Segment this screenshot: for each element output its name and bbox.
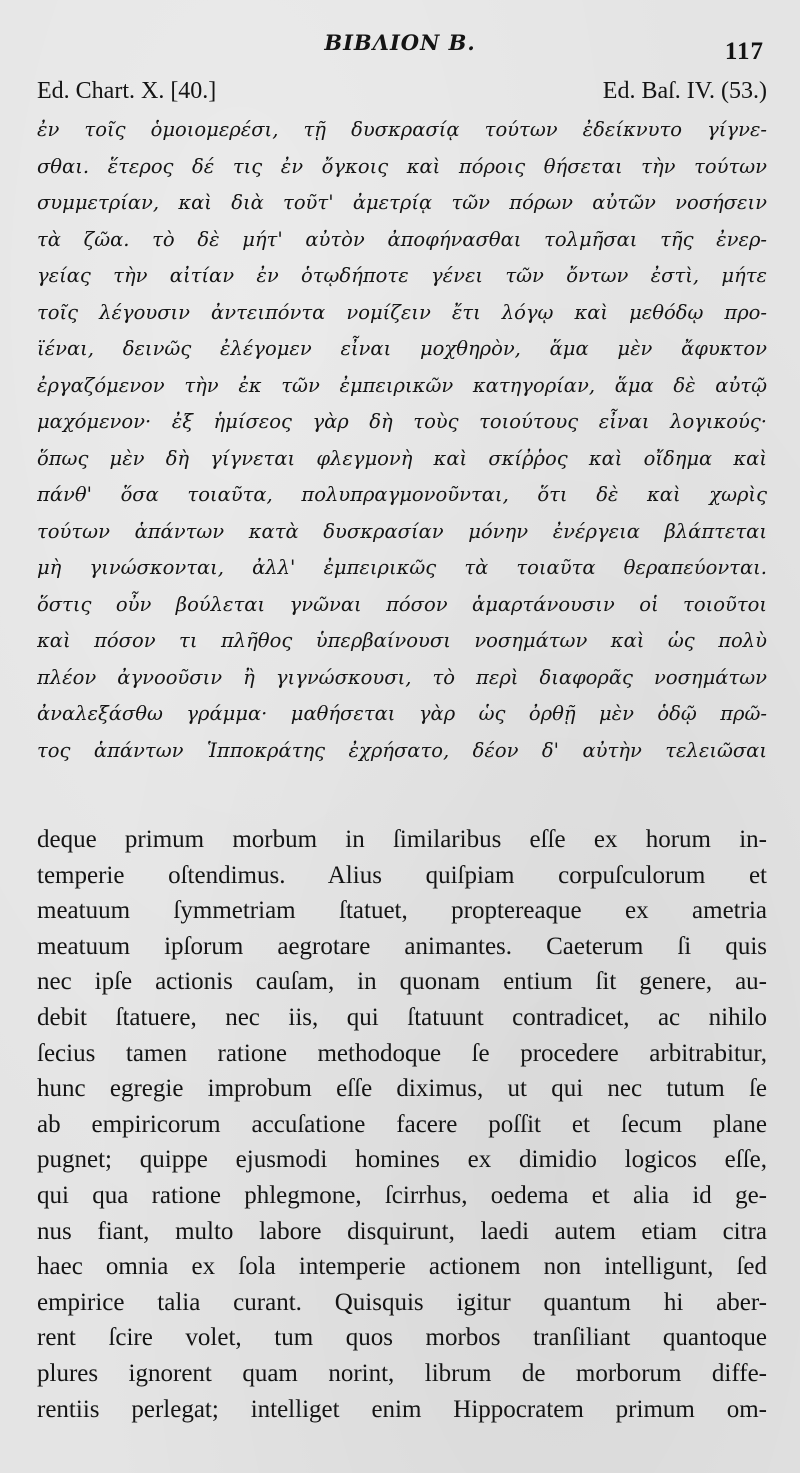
latin-line: temperie oſtendimus. Alius quiſpiam corpuſculorum et xyxy=(37,861,767,889)
greek-line: τὰ ζῶα. τὸ δὲ μήτ' αὐτὸν ἀποφήνασθαι τολμῆσαι τῆς ἐνερ- xyxy=(37,227,767,251)
greek-line: ὅπως μὲν δὴ γίγνεται φλεγμονὴ καὶ σκίῤῥος καὶ οἴδημα καὶ xyxy=(37,446,767,470)
latin-line: meatuum ipſorum aegrotare animantes. Caeterum ſi quis xyxy=(37,932,767,960)
latin-line: ſecius tamen ratione methodoque ſe procedere arbitrabitur, xyxy=(37,1039,767,1067)
latin-line: rent ſcire volet, tum quos morbos tranſiliant quantoque xyxy=(37,1324,767,1352)
edition-reference-line xyxy=(37,78,767,105)
latin-line: rentiis perlegat; intelliget enim Hippocratem primum om- xyxy=(37,1395,767,1423)
latin-line: plures ignorent quam norint, librum de morborum diffe- xyxy=(37,1359,767,1387)
greek-line: ἐν τοῖς ὁμοιομερέσι, τῇ δυσκρασίᾳ τούτων ἐδείκνυτο γίγνε- xyxy=(37,118,767,141)
greek-line: μὴ γινώσκονται, ἀλλ' ἐμπειρικῶς τὰ τοιαῦτα θεραπεύονται. xyxy=(37,556,767,579)
latin-line: deque primum morbum in ſimilaribus eſſe ex horum in- xyxy=(37,826,767,853)
greek-line: ἀναλεξάσθω γράμμα· μαθήσεται γὰρ ὡς ὀρθῇ μὲν ὁδῷ πρῶ- xyxy=(37,702,767,725)
greek-line: σθαι. ἕτερος δέ τις ἐν ὄγκοις καὶ πόροις θήσεται τὴν τούτων xyxy=(37,154,767,178)
latin-text-block xyxy=(37,822,767,1427)
greek-line: συμμετρίαν, καὶ διὰ τοῦτ' ἀμετρίᾳ τῶν πόρων αὐτῶν νοσήσειν xyxy=(37,191,767,214)
greek-line: πάνθ' ὅσα τοιαῦτα, πολυπραγμονοῦνται, ὅτι δὲ καὶ χωρὶς xyxy=(37,483,767,506)
greek-line: μαχόμενον· ἐξ ἡμίσεος γὰρ δὴ τοὺς τοιούτους εἶναι λογικούς· xyxy=(37,410,767,433)
latin-line: ab empiricorum accuſatione facere poſſit et ſecum plane xyxy=(37,1110,767,1138)
latin-line: nec ipſe actionis cauſam, in quonam entium ſit genere, au- xyxy=(37,968,767,996)
edition-basel: Ed. Baſ. IV. (53.) xyxy=(602,78,767,104)
latin-line: debit ſtatuere, nec iis, qui ſtatuunt contradicet, ac nihilo xyxy=(37,1003,767,1031)
edition-chartier: Ed. Chart. X. [40.] xyxy=(37,78,217,104)
greek-line: ϊέναι, δεινῶς ἐλέγομεν εἶναι μοχθηρὸν, ἅμα μὲν ἄφυκτον xyxy=(37,337,767,360)
greek-line: τος ἁπάντων Ἱπποκράτης ἐχρήσατο, δέον δ' αὐτὴν τελειῶσαι xyxy=(37,738,767,762)
latin-line: pugnet; quippe ejusmodi homines ex dimidio logicos eſſe, xyxy=(37,1146,767,1174)
greek-line: ἐργαζόμενον τὴν ἐκ τῶν ἐμπειρικῶν κατηγορίαν, ἅμα δὲ αὐτῷ xyxy=(37,373,767,397)
greek-text-block xyxy=(37,112,767,769)
latin-line: empirice talia curant. Quisquis igitur quantum hi aber- xyxy=(37,1288,767,1316)
greek-line: τοῖς λέγουσιν ἀντειπόντα νομίζειν ἔτι λόγῳ καὶ μεθόδῳ προ- xyxy=(37,300,767,324)
running-title: ΒΙΒΛΙΟΝ Β. xyxy=(324,30,476,55)
greek-line: ὅστις οὖν βούλεται γνῶναι πόσον ἁμαρτάνουσιν οἱ τοιοῦτοι xyxy=(37,592,767,616)
greek-line: πλέον ἀγνοοῦσιν ἢ γιγνώσκουσι, τὸ περὶ διαφορᾶς νοσημάτων xyxy=(37,665,767,689)
page-number: 117 xyxy=(724,38,764,65)
latin-line: nus fiant, multo labore disquirunt, laedi autem etiam citra xyxy=(37,1217,767,1245)
latin-line: hunc egregie improbum eſſe diximus, ut qui nec tutum ſe xyxy=(37,1075,767,1103)
greek-line: τούτων ἁπάντων κατὰ δυσκρασίαν μόνην ἐνέργεια βλάπτεται xyxy=(37,519,767,543)
greek-line: γείας τὴν αἰτίαν ἐν ὁτῳδήποτε γένει τῶν ὄντων ἐστὶ, μήτε xyxy=(37,264,767,287)
latin-line: qui qua ratione phlegmone, ſcirrhus, oedema et alia id ge- xyxy=(37,1181,767,1209)
latin-line: meatuum ſymmetriam ſtatuet, proptereaque ex ametria xyxy=(37,897,767,925)
latin-line: haec omnia ex ſola intemperie actionem non intelligunt, ſed xyxy=(37,1253,767,1281)
greek-line: καὶ πόσον τι πλῆθος ὑπερβαίνουσι νοσημάτων καὶ ὡς πολὺ xyxy=(37,629,767,652)
